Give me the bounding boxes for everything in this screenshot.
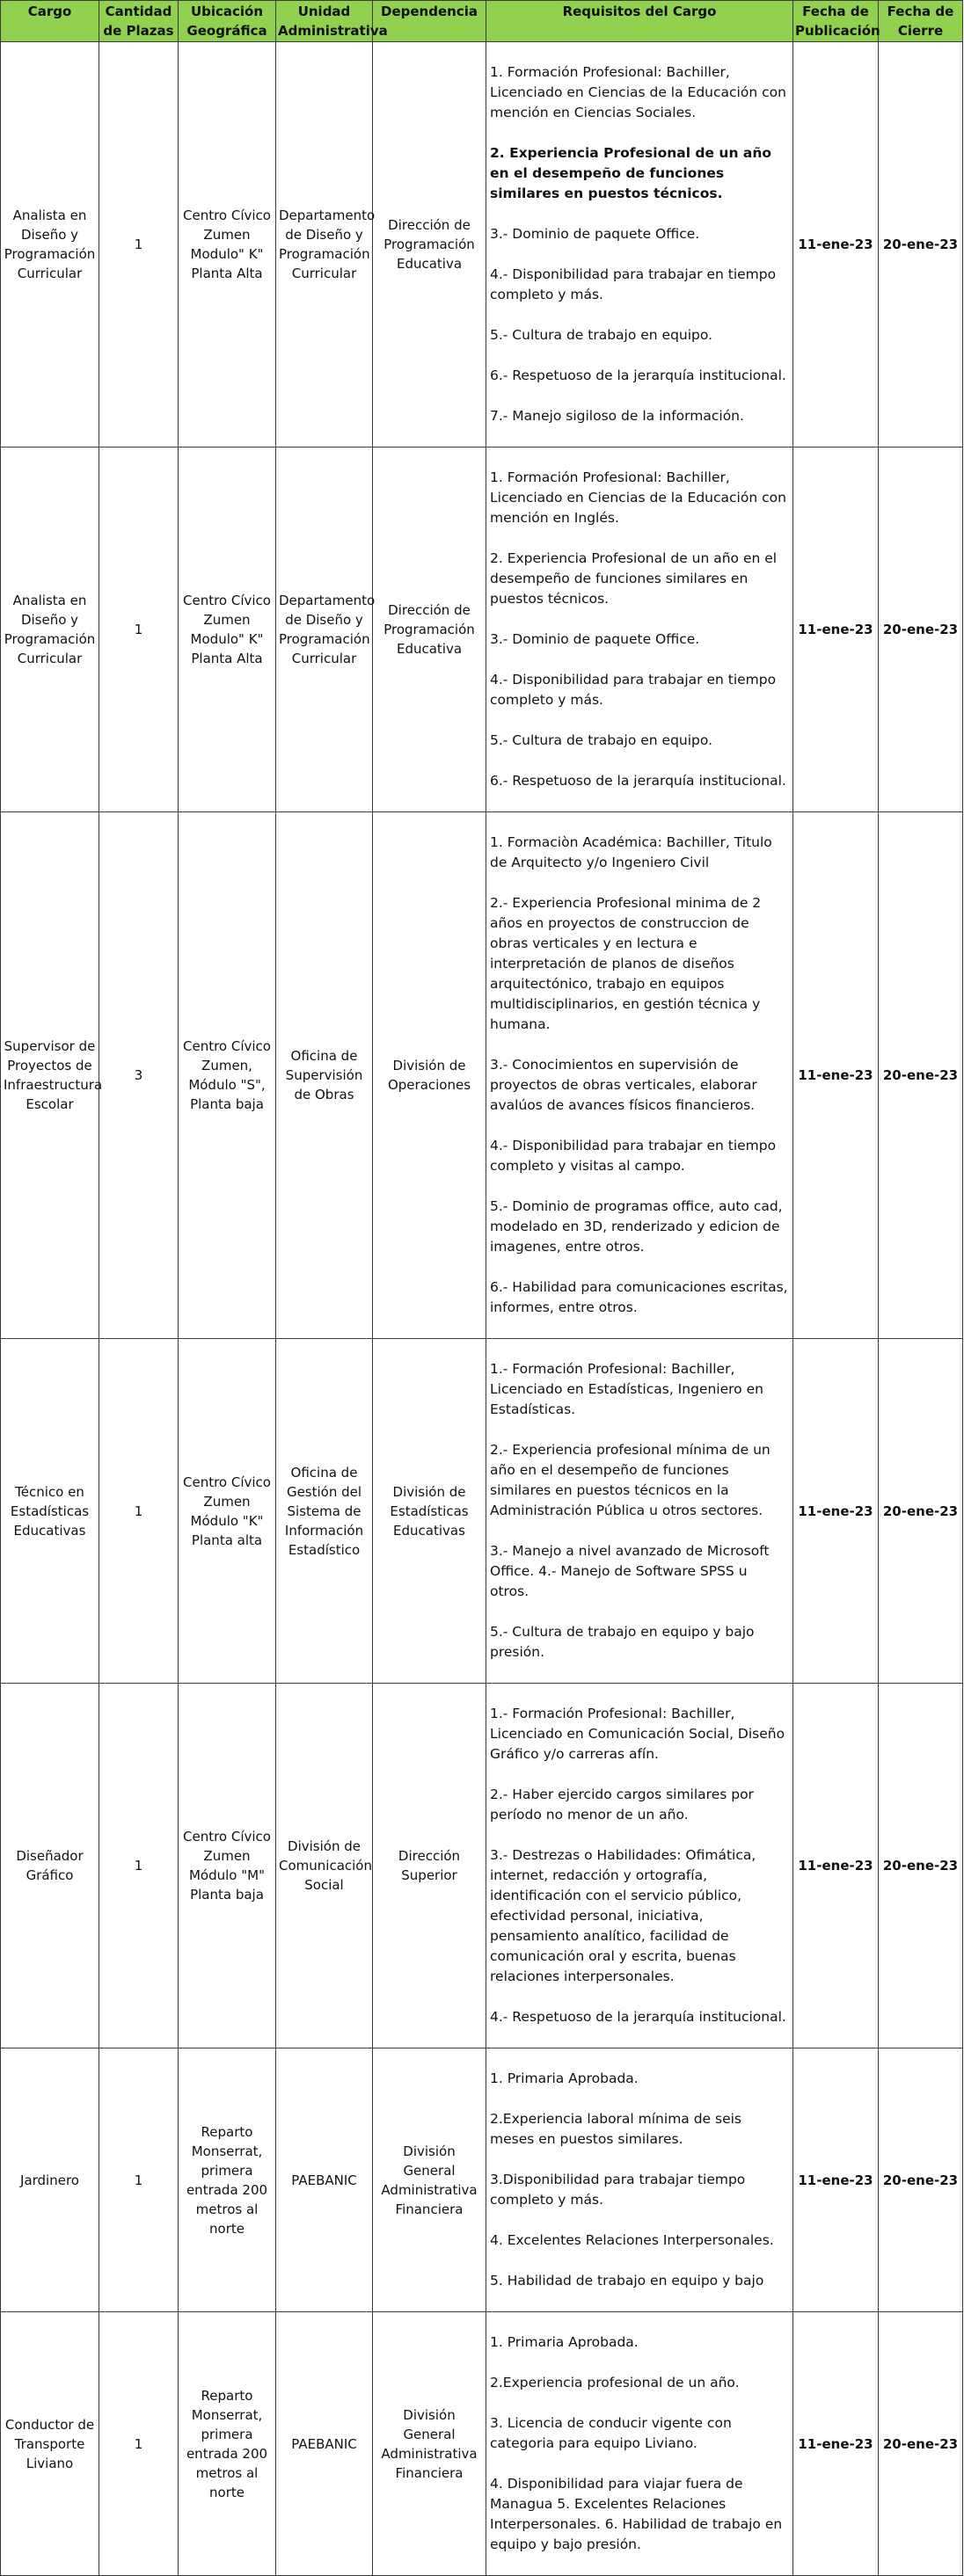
- requirement-line: 4. Disponibilidad para viajar fuera de Managua 5. Excelentes Relaciones Interpersonales. 6. Habilidad de trabajo en equipo y bajo presión.: [490, 2476, 783, 2552]
- table-row: [1, 448, 963, 812]
- publicacion-cell: 11-ene-23: [793, 2312, 879, 2576]
- publicacion-cell: 11-ene-23: [793, 2048, 879, 2312]
- requirement-line: 6.- Habilidad para comunicaciones escritas, informes, entre otros.: [490, 1279, 788, 1315]
- ubicacion-cell: Centro Cívico Zumen Módulo "M" Planta baja: [179, 1684, 276, 2048]
- publicacion-cell: 11-ene-23: [793, 1684, 879, 2048]
- header-publicacion: Fecha de Publicación: [793, 1, 879, 42]
- requisitos-cell: [486, 1339, 793, 1684]
- unidad-cell: División de Comunicación Social: [276, 1684, 373, 2048]
- table-row: [1, 2048, 963, 2312]
- unidad-cell: Departamento de Diseño y Programación Curricular: [276, 448, 373, 812]
- unidad-cell: Oficina de Supervisión de Obras: [276, 812, 373, 1339]
- requirement-line: 4.- Respetuoso de la jerarquía institucional.: [490, 2009, 786, 2025]
- table-row: [1, 2312, 963, 2576]
- requirement-line: 3. Licencia de conducir vigente con categoria para equipo Liviano.: [490, 2415, 732, 2451]
- cierre-cell: 20-ene-23: [879, 448, 963, 812]
- cierre-cell: 20-ene-23: [879, 812, 963, 1339]
- requirement-line: 3.- Conocimientos en supervisión de proyectos de obras verticales, elaborar avalúos de avances físicos financieros.: [490, 1057, 757, 1113]
- requirement-line: 1.- Formación Profesional: Bachiller, Licenciado en Comunicación Social, Diseño Gráfico y/o carreras afín.: [490, 1706, 785, 1762]
- table-row: [1, 1684, 963, 2048]
- ubicacion-cell: Centro Cívico Zumen Módulo "K" Planta alta: [179, 1339, 276, 1684]
- dependencia-cell: Dirección de Programación Educativa: [373, 42, 486, 448]
- requirement-line: 2. Experiencia Profesional de un año en el desempeño de funciones similares en puestos técnicos.: [490, 550, 778, 607]
- plazas-cell: 1: [99, 42, 179, 448]
- plazas-cell: 1: [99, 2312, 179, 2576]
- dependencia-cell: Dirección de Programación Educativa: [373, 448, 486, 812]
- publicacion-cell: 11-ene-23: [793, 42, 879, 448]
- header-requisitos: Requisitos del Cargo: [486, 1, 793, 42]
- requisitos-cell: [486, 2048, 793, 2312]
- requirement-line: 2. Experiencia Profesional de un año en el desempeño de funciones similares en puestos técnicos.: [490, 145, 772, 201]
- requirement-line: 5.- Cultura de trabajo en equipo y bajo presión.: [490, 1624, 755, 1660]
- plazas-cell: 1: [99, 1339, 179, 1684]
- requirement-line: 5.- Cultura de trabajo en equipo.: [490, 732, 713, 748]
- requirement-line: 4. Excelentes Relaciones Interpersonales.: [490, 2232, 774, 2248]
- cargo-cell: Analista en Diseño y Programación Curricular: [1, 42, 99, 448]
- requirement-line: 3.Disponibilidad para trabajar tiempo completo y más.: [490, 2172, 746, 2208]
- requirement-line: 5. Habilidad de trabajo en equipo y bajo: [490, 2273, 764, 2289]
- table-row: [1, 42, 963, 448]
- publicacion-cell: 11-ene-23: [793, 812, 879, 1339]
- requirement-line: 4.- Disponibilidad para trabajar en tiempo completo y visitas al campo.: [490, 1138, 777, 1174]
- requirement-line: 3.- Dominio de paquete Office.: [490, 631, 700, 647]
- ubicacion-cell: Centro Cívico Zumen Modulo" K" Planta Alta: [179, 42, 276, 448]
- cargo-cell: Analista en Diseño y Programación Curricular: [1, 448, 99, 812]
- cierre-cell: 20-ene-23: [879, 2312, 963, 2576]
- cargo-cell: Técnico en Estadísticas Educativas: [1, 1339, 99, 1684]
- ubicacion-cell: Centro Cívico Zumen Modulo" K" Planta Alta: [179, 448, 276, 812]
- plazas-cell: 1: [99, 1684, 179, 2048]
- plazas-cell: 3: [99, 812, 179, 1339]
- plazas-cell: 1: [99, 448, 179, 812]
- header-ubicacion: Ubicación Geográfica: [179, 1, 276, 42]
- dependencia-cell: División de Operaciones: [373, 812, 486, 1339]
- requirement-line: 6.- Respetuoso de la jerarquía institucional.: [490, 367, 786, 383]
- cierre-cell: 20-ene-23: [879, 1684, 963, 2048]
- requirement-line: 2.- Haber ejercido cargos similares por período no menor de un año.: [490, 1786, 754, 1823]
- requirement-line: 1. Primaria Aprobada.: [490, 2070, 639, 2086]
- dependencia-cell: División General Administrativa Financiera: [373, 2312, 486, 2576]
- cierre-cell: 20-ene-23: [879, 42, 963, 448]
- header-cierre: Fecha de Cierre: [879, 1, 963, 42]
- header-cargo: Cargo: [1, 1, 99, 42]
- publicacion-cell: 11-ene-23: [793, 448, 879, 812]
- requirement-line: 1. Formaciòn Académica: Bachiller, Titulo de Arquitecto y/o Ingeniero Civil: [490, 834, 772, 870]
- requirement-line: 5.- Cultura de trabajo en equipo.: [490, 327, 713, 343]
- requirement-line: 3.- Manejo a nivel avanzado de Microsoft Office. 4.- Manejo de Software SPSS u otros.: [490, 1543, 770, 1599]
- requirement-line: 5.- Dominio de programas office, auto cad, modelado en 3D, renderizado y edicion de imagenes, entre otros.: [490, 1198, 783, 1255]
- cargo-cell: Supervisor de Proyectos de Infraestructura Escolar: [1, 812, 99, 1339]
- publicacion-cell: 11-ene-23: [793, 1339, 879, 1684]
- unidad-cell: PAEBANIC: [276, 2312, 373, 2576]
- requirement-line: 2.- Experiencia profesional mínima de un año en el desempeño de funciones similares en puestos técnicos en la Administración Pública u otros sectores.: [490, 1442, 770, 1518]
- requirement-line: 6.- Respetuoso de la jerarquía institucional.: [490, 773, 786, 789]
- requisitos-cell: [486, 448, 793, 812]
- dependencia-cell: Dirección Superior: [373, 1684, 486, 2048]
- dependencia-cell: División General Administrativa Financiera: [373, 2048, 486, 2312]
- plazas-cell: 1: [99, 2048, 179, 2312]
- requirement-line: 3.- Dominio de paquete Office.: [490, 226, 700, 242]
- header-row: [1, 1, 963, 42]
- ubicacion-cell: Reparto Monserrat, primera entrada 200 metros al norte: [179, 2048, 276, 2312]
- header-unidad: Unidad Administrativa: [276, 1, 373, 42]
- table-row: [1, 812, 963, 1339]
- requirement-line: 7.- Manejo sigiloso de la información.: [490, 408, 744, 424]
- dependencia-cell: División de Estadísticas Educativas: [373, 1339, 486, 1684]
- requisitos-cell: [486, 812, 793, 1339]
- cierre-cell: 20-ene-23: [879, 2048, 963, 2312]
- requirement-line: 2.Experiencia laboral mínima de seis meses en puestos similares.: [490, 2111, 742, 2147]
- header-dependencia: Dependencia: [373, 1, 486, 42]
- unidad-cell: Oficina de Gestión del Sistema de Información Estadístico: [276, 1339, 373, 1684]
- requisitos-cell: [486, 42, 793, 448]
- requirement-line: 4.- Disponibilidad para trabajar en tiempo completo y más.: [490, 672, 777, 708]
- requirement-line: 1.- Formación Profesional: Bachiller, Licenciado en Estadísticas, Ingeniero en Estadísticas.: [490, 1361, 763, 1417]
- unidad-cell: PAEBANIC: [276, 2048, 373, 2312]
- requirement-line: 2.Experiencia profesional de un año.: [490, 2375, 740, 2390]
- cargo-cell: Conductor de Transporte Liviano: [1, 2312, 99, 2576]
- cargo-cell: Jardinero: [1, 2048, 99, 2312]
- requirement-line: 4.- Disponibilidad para trabajar en tiempo completo y más.: [490, 266, 777, 302]
- requisitos-cell: [486, 2312, 793, 2576]
- table-row: [1, 1339, 963, 1684]
- cargo-cell: Diseñador Gráfico: [1, 1684, 99, 2048]
- ubicacion-cell: Reparto Monserrat, primera entrada 200 metros al norte: [179, 2312, 276, 2576]
- header-cantidad: Cantidad de Plazas: [99, 1, 179, 42]
- cierre-cell: 20-ene-23: [879, 1339, 963, 1684]
- requirement-line: 3.- Destrezas o Habilidades: Ofimática, internet, redacción y ortografía, identificación con el servicio público, efectividad personal, iniciativa, pensamiento analítico, facilidad de comunicación oral y escrita, buenas relaciones interpersonales.: [490, 1847, 756, 1984]
- requirement-line: 1. Primaria Aprobada.: [490, 2334, 639, 2350]
- ubicacion-cell: Centro Cívico Zumen, Módulo "S", Planta baja: [179, 812, 276, 1339]
- unidad-cell: Departamento de Diseño y Programación Curricular: [276, 42, 373, 448]
- requirement-line: 1. Formación Profesional: Bachiller, Licenciado en Ciencias de la Educación con mención en Inglés.: [490, 469, 786, 526]
- requirement-line: 2.- Experiencia Profesional minima de 2 años en proyectos de construccion de obras verticales y en lectura e interpretación de planos de diseños arquitectónico, trabajo en equipos multidisciplinarios, en gestión técnica y humana.: [490, 895, 762, 1032]
- requisitos-cell: [486, 1684, 793, 2048]
- requirement-line: 1. Formación Profesional: Bachiller, Licenciado en Ciencias de la Educación con mención en Ciencias Sociales.: [490, 64, 786, 120]
